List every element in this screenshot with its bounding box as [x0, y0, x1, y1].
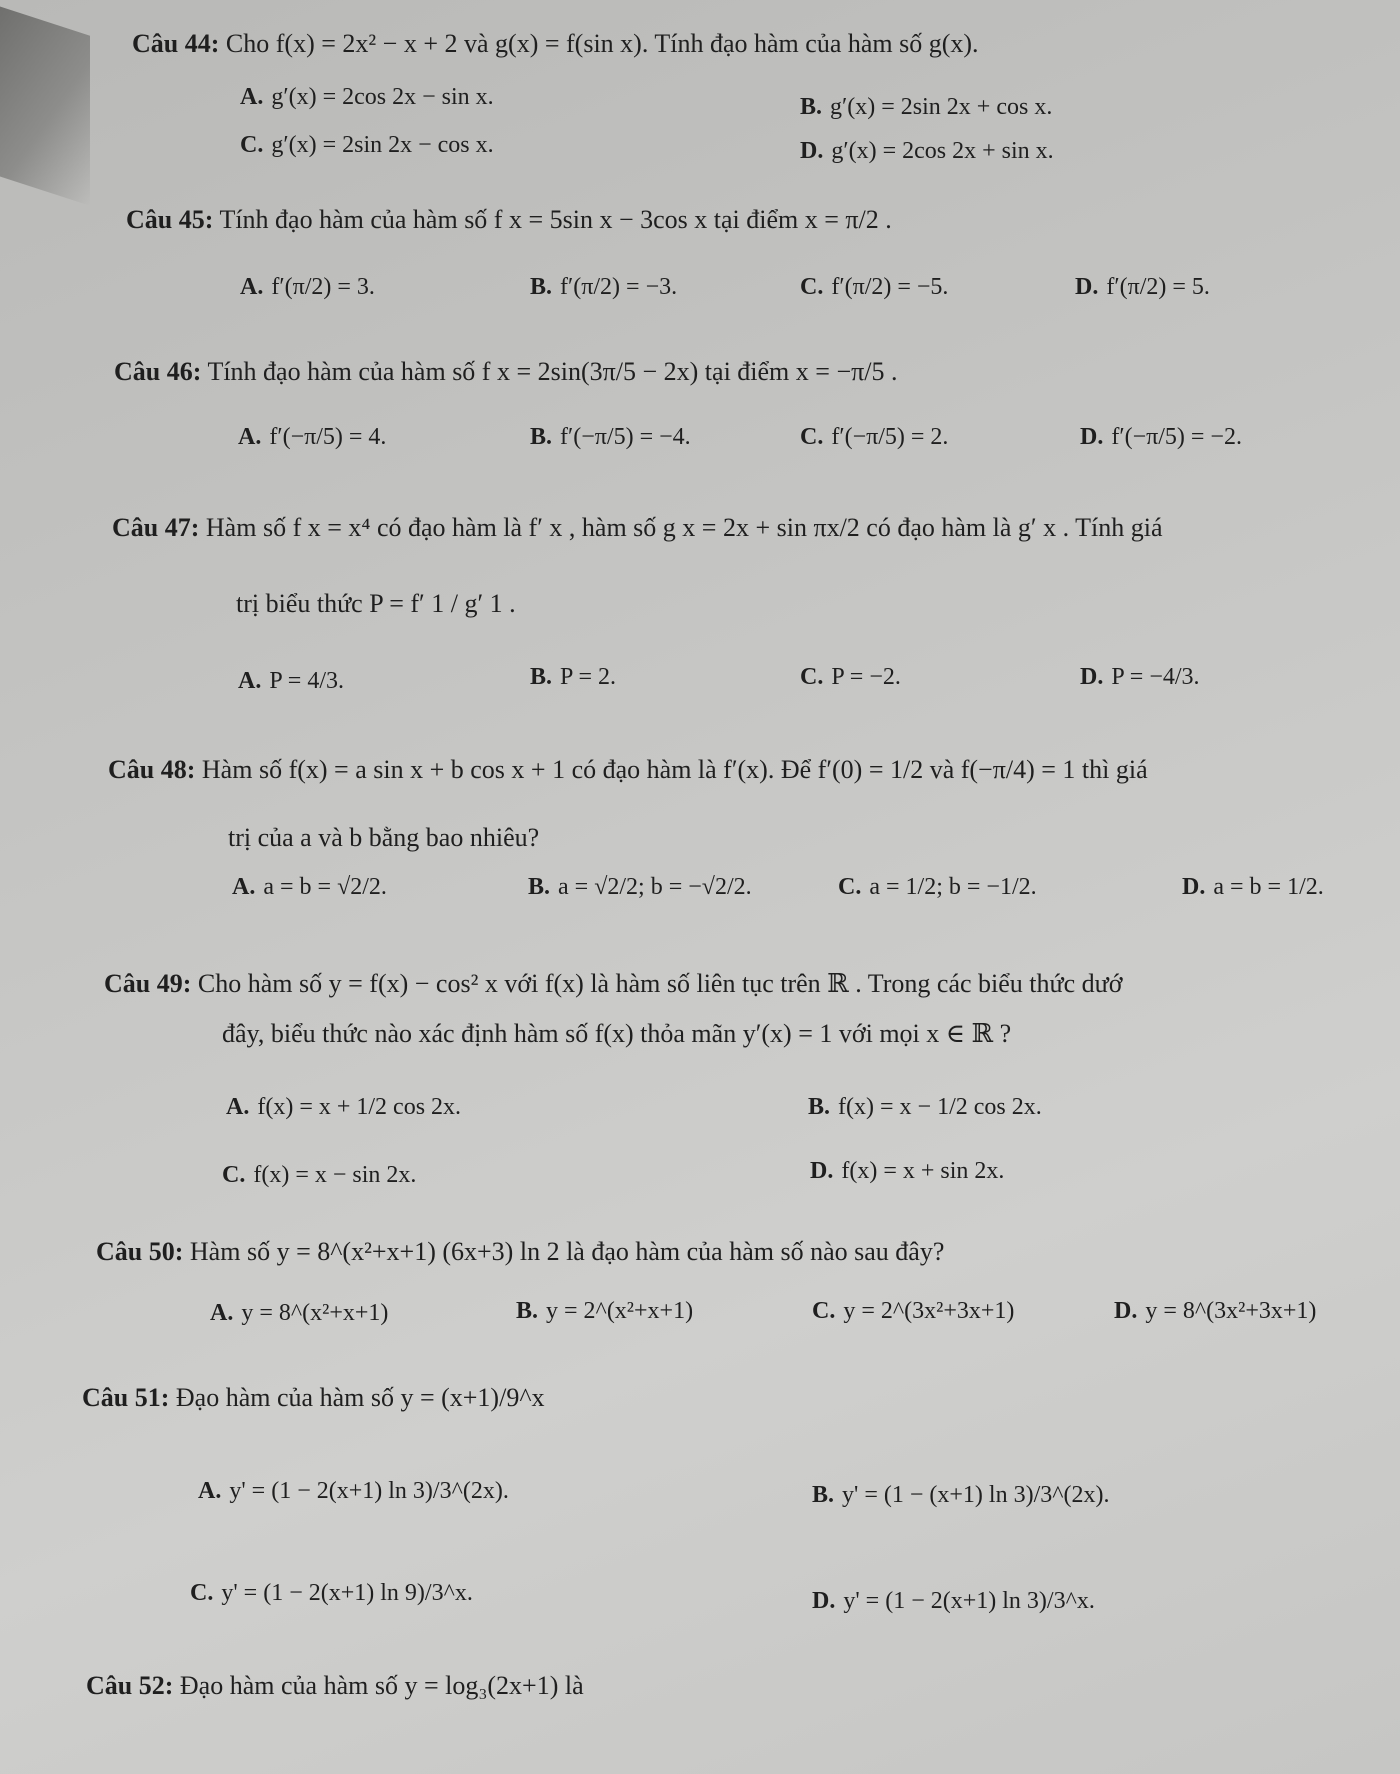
question-label: Câu 51: — [82, 1383, 170, 1412]
question-text: Tính đạo hàm của hàm số f x = 2sin(3π/5 − 2x) tại điểm x = −π/5 . — [207, 357, 898, 386]
question-51 — [82, 1382, 545, 1414]
option-c — [838, 872, 1037, 902]
option-a — [238, 666, 344, 696]
option-text: a = √2/2; b = −√2/2. — [558, 874, 752, 900]
option-text: P = −4/3. — [1111, 664, 1200, 690]
option-text: a = b = √2/2. — [263, 874, 387, 900]
option-key: B. — [530, 274, 553, 300]
option-text: P = 2. — [560, 664, 617, 690]
option-key: D. — [1114, 1298, 1138, 1324]
option-key: D. — [812, 1588, 836, 1614]
option-d — [1080, 662, 1200, 692]
option-text: f′(π/2) = 3. — [271, 274, 375, 300]
question-46 — [114, 356, 897, 388]
option-b — [530, 422, 691, 452]
option-text: P = 4/3. — [269, 668, 345, 694]
option-text: f′(−π/5) = 4. — [269, 424, 387, 450]
option-c — [800, 422, 948, 452]
question-label: Câu 48: — [108, 755, 196, 784]
option-c — [190, 1578, 473, 1608]
option-text: y' = (1 − (x+1) ln 3)/3^(2x). — [842, 1482, 1110, 1508]
option-text: a = 1/2; b = −1/2. — [869, 874, 1037, 900]
page-edge-shadow — [0, 0, 90, 206]
question-text: Hàm số y = 8^(x²+x+1) (6x+3) ln 2 là đạo hàm của hàm số nào sau đây? — [189, 1237, 945, 1266]
option-key: D. — [1075, 274, 1099, 300]
option-key: C. — [838, 874, 862, 900]
option-key: B. — [530, 664, 553, 690]
option-b — [530, 272, 677, 302]
question-text: Hàm số f(x) = a sin x + b cos x + 1 có đạo hàm là f′(x). Để f′(0) = 1/2 và f(−π/4) = 1 thì giá — [201, 755, 1148, 784]
option-key: B. — [516, 1298, 539, 1324]
option-text: f(x) = x + 1/2 cos 2x. — [257, 1094, 462, 1120]
option-key: B. — [808, 1094, 831, 1120]
question-text-line2: trị của a và b bằng bao nhiêu? — [228, 823, 540, 852]
option-b — [516, 1296, 693, 1326]
option-key: D. — [800, 138, 824, 164]
question-52 — [86, 1670, 584, 1702]
option-b — [800, 92, 1052, 122]
question-label: Câu 52: — [86, 1671, 174, 1700]
option-key: C. — [240, 132, 264, 158]
option-text: f′(−π/5) = −2. — [1111, 424, 1242, 450]
question-text: Cho hàm số y = f(x) − cos² x với f(x) là hàm số liên tục trên ℝ . Trong các biểu thức dướ — [197, 969, 1123, 998]
option-text: P = −2. — [831, 664, 901, 690]
option-key: D. — [1182, 874, 1206, 900]
question-label: Câu 45: — [126, 205, 214, 234]
option-key: D. — [810, 1158, 834, 1184]
option-key: A. — [238, 668, 262, 694]
question-text: Cho f(x) = 2x² − x + 2 và g(x) = f(sin x). Tính đạo hàm của hàm số g(x). — [225, 29, 979, 58]
option-c — [800, 272, 948, 302]
option-b — [528, 872, 752, 902]
option-key: A. — [240, 274, 264, 300]
option-key: B. — [530, 424, 553, 450]
option-key: D. — [1080, 664, 1104, 690]
question-48 — [108, 754, 1148, 786]
option-d — [812, 1586, 1095, 1616]
option-c — [812, 1296, 1014, 1326]
option-text: g′(x) = 2sin 2x + cos x. — [830, 94, 1053, 120]
option-text: g′(x) = 2cos 2x − sin x. — [271, 84, 494, 110]
option-a — [210, 1298, 388, 1328]
option-text: f′(π/2) = 5. — [1106, 274, 1210, 300]
question-label: Câu 46: — [114, 357, 202, 386]
option-d — [1182, 872, 1324, 902]
option-text: f′(π/2) = −5. — [831, 274, 949, 300]
question-text: Đạo hàm của hàm số y = (x+1)/9^x — [175, 1383, 545, 1412]
option-key: C. — [800, 664, 824, 690]
question-44 — [132, 28, 979, 60]
question-label: Câu 50: — [96, 1237, 184, 1266]
option-b — [530, 662, 616, 692]
option-text: a = b = 1/2. — [1213, 874, 1324, 900]
option-a — [198, 1476, 509, 1506]
question-text: Hàm số f x = x⁴ có đạo hàm là f′ x , hàm số g x = 2x + sin πx/2 có đạo hàm là g′ x . Tính giá — [205, 513, 1163, 542]
option-text: f(x) = x − sin 2x. — [253, 1162, 417, 1188]
question-label: Câu 49: — [104, 969, 192, 998]
question-label: Câu 44: — [132, 29, 220, 58]
option-d — [810, 1156, 1004, 1186]
option-key: D. — [1080, 424, 1104, 450]
option-text: g′(x) = 2sin 2x − cos x. — [271, 132, 494, 158]
option-text: y' = (1 − 2(x+1) ln 3)/3^x. — [843, 1588, 1095, 1614]
option-d — [1114, 1296, 1316, 1326]
option-c — [222, 1160, 416, 1190]
question-text: Đạo hàm của hàm số y = log₃(2x+1) là — [179, 1671, 584, 1700]
option-key: C. — [800, 424, 824, 450]
question-47 — [112, 512, 1163, 544]
question-49 — [104, 968, 1123, 1000]
option-text: y = 8^(x²+x+1) — [241, 1300, 389, 1326]
option-b — [812, 1480, 1110, 1510]
question-49-line2 — [222, 1018, 1011, 1050]
option-text: y = 8^(3x²+3x+1) — [1145, 1298, 1317, 1324]
option-text: f(x) = x + sin 2x. — [841, 1158, 1005, 1184]
option-key: A. — [232, 874, 256, 900]
option-c — [240, 130, 494, 160]
option-key: C. — [800, 274, 824, 300]
option-d — [800, 136, 1054, 166]
option-text: y' = (1 − 2(x+1) ln 3)/3^(2x). — [229, 1478, 509, 1504]
question-50 — [96, 1236, 944, 1268]
option-key: A. — [226, 1094, 250, 1120]
option-text: f′(−π/5) = 2. — [831, 424, 949, 450]
option-c — [800, 662, 901, 692]
option-key: A. — [210, 1300, 234, 1326]
option-a — [240, 272, 375, 302]
option-key: C. — [222, 1162, 246, 1188]
option-key: B. — [812, 1482, 835, 1508]
option-a — [240, 82, 494, 112]
option-key: B. — [800, 94, 823, 120]
option-b — [808, 1092, 1042, 1122]
option-text: g′(x) = 2cos 2x + sin x. — [831, 138, 1054, 164]
question-label: Câu 47: — [112, 513, 200, 542]
question-48-line2 — [228, 822, 539, 854]
option-text: f(x) = x − 1/2 cos 2x. — [838, 1094, 1042, 1120]
option-key: B. — [528, 874, 551, 900]
option-text: y = 2^(x²+x+1) — [546, 1298, 694, 1324]
option-a — [232, 872, 387, 902]
option-key: C. — [190, 1580, 214, 1606]
option-key: A. — [240, 84, 264, 110]
option-a — [238, 422, 386, 452]
option-text: y = 2^(3x²+3x+1) — [843, 1298, 1015, 1324]
option-text: f′(π/2) = −3. — [560, 274, 678, 300]
option-key: A. — [198, 1478, 222, 1504]
option-d — [1075, 272, 1210, 302]
option-key: A. — [238, 424, 262, 450]
option-text: f′(−π/5) = −4. — [560, 424, 691, 450]
question-47-line2 — [236, 588, 516, 620]
option-d — [1080, 422, 1242, 452]
question-text-line2: trị biểu thức P = f′ 1 / g′ 1 . — [236, 589, 516, 618]
question-45 — [126, 204, 892, 236]
question-text-line2: đây, biểu thức nào xác định hàm số f(x) thỏa mãn y′(x) = 1 với mọi x ∈ ℝ ? — [222, 1019, 1012, 1048]
option-text: y' = (1 − 2(x+1) ln 9)/3^x. — [221, 1580, 473, 1606]
option-key: C. — [812, 1298, 836, 1324]
option-a — [226, 1092, 461, 1122]
question-text: Tính đạo hàm của hàm số f x = 5sin x − 3cos x tại điểm x = π/2 . — [219, 205, 892, 234]
